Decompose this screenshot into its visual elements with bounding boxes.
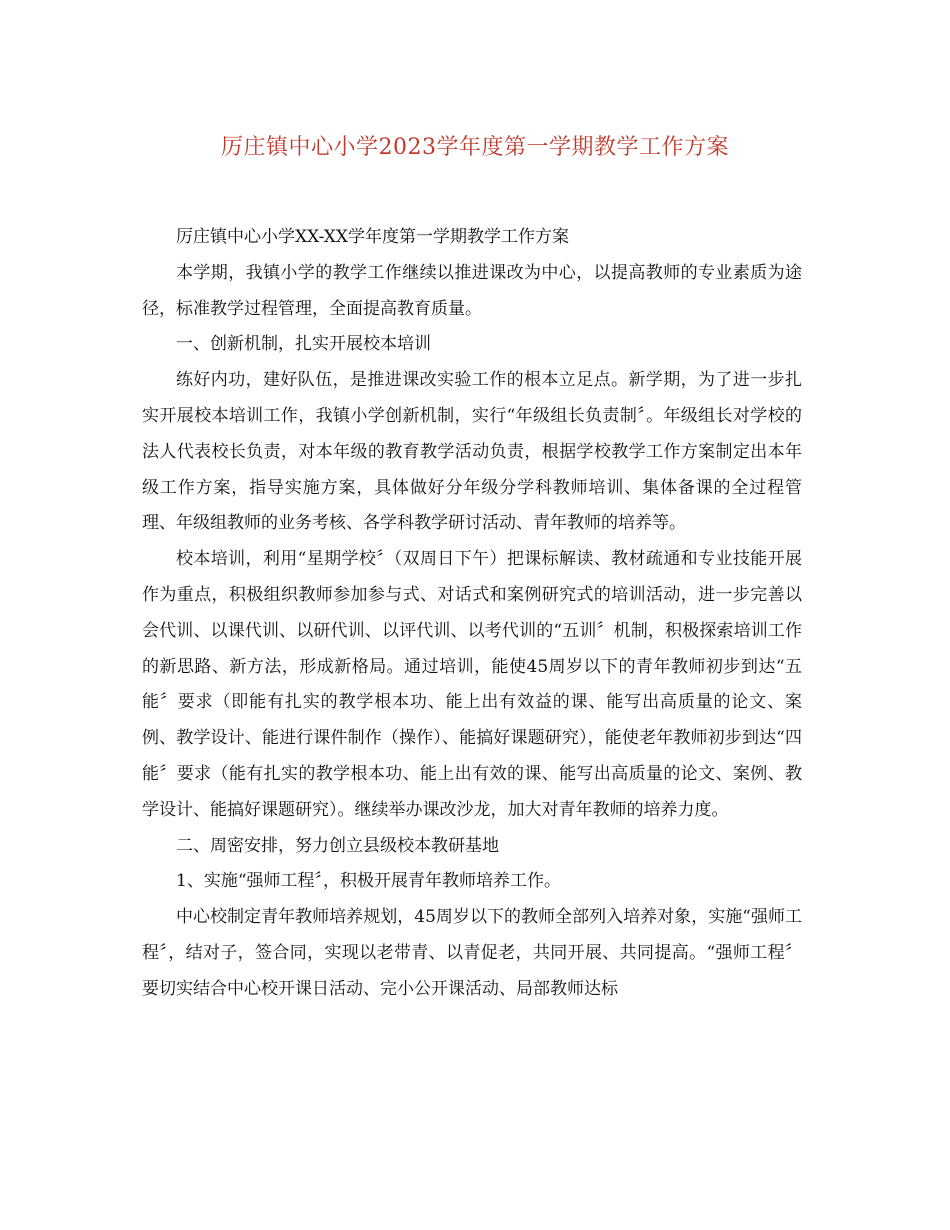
paragraph-intro: 本学期，我镇小学的教学工作继续以推进课改为中心，以提高教师的专业素质为途径，标准教学过程管理，全面提高教育质量。 [142, 262, 802, 319]
section-heading-2: 二、周密安排，努力创立县级校本教研基地 [176, 835, 499, 856]
subsection-heading-1: 1、实施“强师工程〞，积极开展青年教师培养工作。 [176, 871, 562, 892]
paragraph: 校本培训，利用“星期学校〞（双周日下午）把课标解读、教材疏通和专业技能开展作为重点，积极组织教师参加参与式、对话式和案例研究式的培训活动，进一步完善以会代训、以课代训、以研代训、以评代训、以考代训的“五训〞机制，积极探索培训工作的新思路、新方法，形成新格局。通过培训，能使45周岁以下的青年教师初步到达“五能〞要求（即能有扎实的教学根本功、能上出有效益的课、能写出高质量的论文、案例、教学设计、能进行课件制作（操作）、能搞好课题研究），能使老年教师初步到达“四能〞要求（能有扎实的教学根本功、能上出有效的课、能写出高质量的论文、案例、教学设计、能搞好课题研究）。继续举办课改沙龙，加大对青年教师的培养力度。 [142, 549, 802, 820]
document-title: 厉庄镇中心小学2023学年度第一学期教学工作方案 [221, 135, 729, 160]
section-heading-1: 一、创新机制，扎实开展校本培训 [176, 334, 431, 355]
paragraph-subtitle: 厉庄镇中心小学XX-XX学年度第一学期教学工作方案 [176, 227, 569, 247]
document-body [142, 220, 802, 1008]
paragraph: 中心校制定青年教师培养规划，45周岁以下的教师全部列入培养对象，实施“强师工程〞，结对子，签合同，实现以老带青、以青促老，共同开展、共同提高。“强师工程〞要切实结合中心校开课日活动、完小公开课活动、局部教师达标 [142, 907, 802, 999]
paragraph: 练好内功，建好队伍，是推进课改实验工作的根本立足点。新学期，为了进一步扎实开展校本培训工作，我镇小学创新机制，实行“年级组长负责制〞。年级组长对学校的法人代表校长负责，对本年级的教育教学活动负责，根据学校教学工作方案制定出本年级工作方案，指导实施方案，具体做好分年级分学科教师培训、集体备课的全过程管理、年级组教师的业务考核、各学科教学研讨活动、青年教师的培养等。 [142, 370, 802, 534]
